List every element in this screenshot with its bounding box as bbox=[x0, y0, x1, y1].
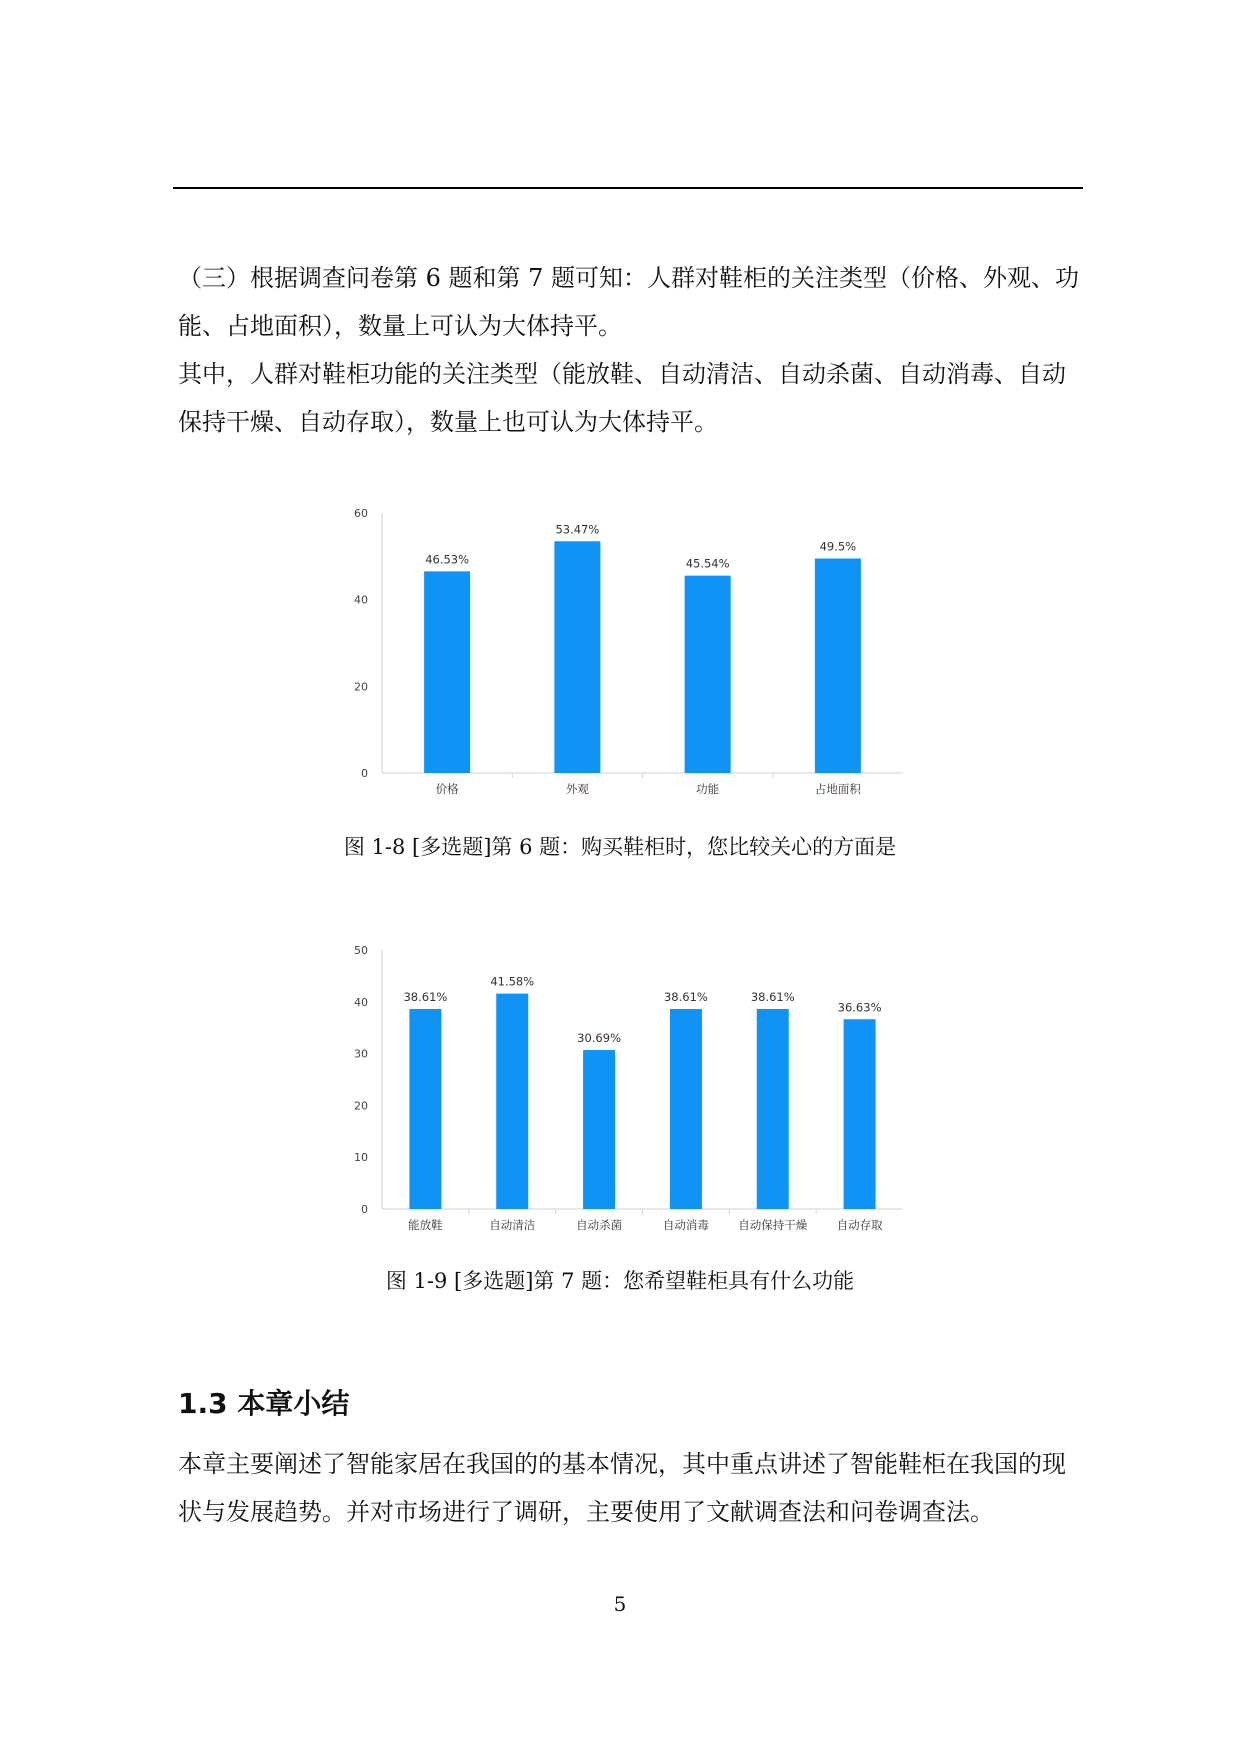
x-category-label: 能放鞋 bbox=[408, 1218, 443, 1232]
data-label: 38.61% bbox=[750, 990, 795, 1005]
data-label: 53.47% bbox=[555, 522, 600, 537]
x-category-label: 功能 bbox=[696, 782, 720, 796]
paragraph-function-summary: 其中，人群对鞋柜功能的关注类型（能放鞋、自动清洁、自动杀菌、自动消毒、自动保持干燥、自动存取），数量上也可认为大体持平。 bbox=[178, 360, 1066, 436]
bar bbox=[583, 1050, 615, 1209]
figure-caption-1-8: 图 1-8 [多选题]第 6 题：购买鞋柜时，您比较关心的方面是 bbox=[343, 835, 897, 859]
y-tick-label: 30 bbox=[354, 1047, 368, 1061]
bar-chart-svg bbox=[340, 500, 920, 810]
y-tick-label: 0 bbox=[361, 1203, 368, 1216]
data-label: 38.61% bbox=[403, 990, 448, 1005]
y-tick-label: 60 bbox=[354, 507, 368, 520]
y-tick-label: 10 bbox=[354, 1151, 368, 1165]
bar bbox=[685, 576, 731, 773]
data-label: 49.5% bbox=[819, 539, 857, 554]
data-label: 41.58% bbox=[490, 974, 535, 989]
paragraph-survey-summary: （三）根据调查问卷第 6 题和第 7 题可知：人群对鞋柜的关注类型（价格、外观、功能、占地面积），数量上可认为大体持平。 bbox=[178, 264, 1080, 340]
x-category-label: 占地面积 bbox=[814, 782, 861, 796]
bar bbox=[815, 559, 861, 774]
y-tick-label: 50 bbox=[354, 944, 368, 957]
x-category-label: 自动清洁 bbox=[489, 1218, 536, 1232]
data-label: 38.61% bbox=[663, 990, 708, 1005]
x-category-label: 自动保持干燥 bbox=[738, 1218, 808, 1232]
bar bbox=[757, 1009, 789, 1209]
bar bbox=[670, 1009, 702, 1209]
data-label: 46.53% bbox=[425, 552, 470, 567]
page-number: 5 bbox=[613, 1592, 627, 1616]
x-category-label: 自动存取 bbox=[836, 1218, 883, 1232]
bar bbox=[554, 541, 600, 773]
y-tick-label: 20 bbox=[354, 1099, 368, 1113]
y-tick-label: 20 bbox=[354, 680, 368, 694]
x-category-label: 外观 bbox=[565, 782, 589, 796]
x-category-label: 价格 bbox=[435, 782, 459, 796]
y-tick-label: 40 bbox=[354, 995, 368, 1009]
figure-caption-1-9: 图 1-9 [多选题]第 7 题：您希望鞋柜具有什么功能 bbox=[385, 1269, 855, 1293]
bar-chart-svg bbox=[340, 938, 920, 1238]
data-label: 45.54% bbox=[685, 556, 730, 571]
y-tick-label: 0 bbox=[361, 767, 368, 780]
header-rule bbox=[173, 187, 1083, 189]
bar bbox=[409, 1009, 441, 1209]
paragraph-chapter-summary: 本章主要阐述了智能家居在我国的的基本情况，其中重点讲述了智能鞋柜在我国的现状与发展趋势。并对市场进行了调研，主要使用了文献调查法和问卷调查法。 bbox=[178, 1450, 1066, 1526]
data-label: 30.69% bbox=[577, 1031, 622, 1046]
x-category-label: 自动消毒 bbox=[662, 1218, 709, 1232]
chart-figure-1-8 bbox=[340, 500, 920, 810]
data-label: 36.63% bbox=[837, 1000, 882, 1015]
section-heading: 1.3 本章小结 bbox=[178, 1387, 350, 1420]
y-tick-label: 40 bbox=[354, 593, 368, 607]
chart-figure-1-9 bbox=[340, 938, 920, 1238]
x-category-label: 自动杀菌 bbox=[576, 1218, 623, 1232]
bar bbox=[424, 571, 470, 773]
bar bbox=[496, 994, 528, 1209]
bar bbox=[844, 1019, 876, 1209]
